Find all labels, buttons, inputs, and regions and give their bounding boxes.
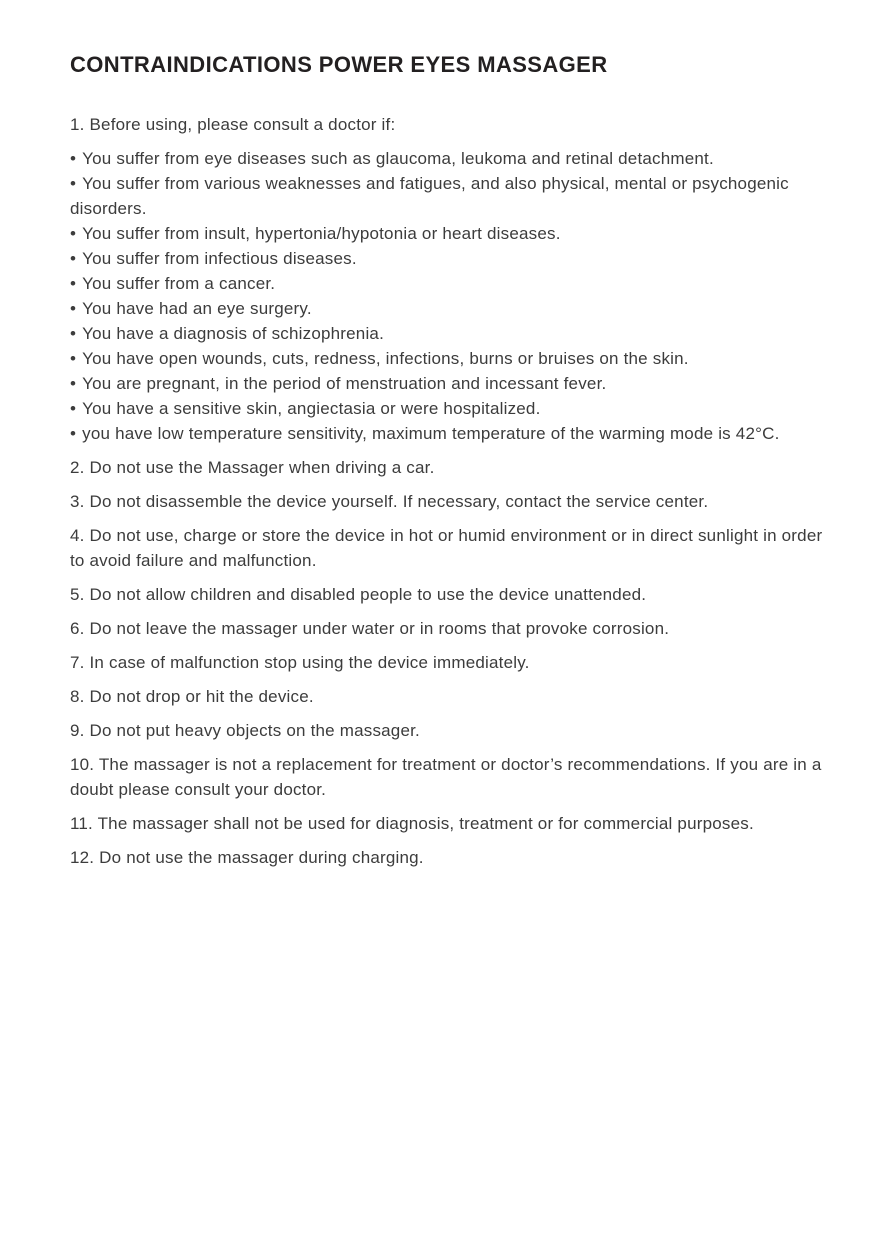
numbered-paragraph: 6. Do not leave the massager under water or in rooms that provoke corrosion. [70, 619, 670, 638]
bullet-item [70, 321, 827, 346]
bullet-marker: • [70, 349, 77, 368]
bullet-marker: • [70, 399, 77, 418]
bullet-item [70, 371, 827, 396]
numbered-paragraph: 9. Do not put heavy objects on the massager. [70, 721, 420, 740]
bullet-marker: • [70, 299, 77, 318]
bullet-item [70, 171, 827, 221]
bullet-item [70, 346, 827, 371]
bullet-text: You are pregnant, in the period of menstruation and incessant fever. [82, 374, 607, 393]
bullet-text: You have a sensitive skin, angiectasia or were hospitalized. [82, 399, 541, 418]
bullet-text: You suffer from infectious diseases. [82, 249, 357, 268]
bullet-marker: • [70, 324, 77, 343]
numbered-paragraph: 10. The massager is not a replacement for treatment or doctor’s recommendations. If you are in a doubt please consult your doctor. [70, 755, 822, 799]
bullet-item [70, 221, 827, 246]
page-title: CONTRAINDICATIONS POWER EYES MASSAGER [70, 52, 608, 77]
bullet-marker: • [70, 149, 77, 168]
bullet-text: You suffer from various weaknesses and fatigues, and also physical, mental or psychogenic disorders. [70, 174, 789, 218]
intro-paragraph: 1. Before using, please consult a doctor if: [70, 115, 396, 134]
bullet-text: You suffer from eye diseases such as glaucoma, leukoma and retinal detachment. [82, 149, 714, 168]
bullet-item [70, 146, 827, 171]
numbered-paragraph: 8. Do not drop or hit the device. [70, 687, 314, 706]
bullet-text: You have a diagnosis of schizophrenia. [82, 324, 385, 343]
bullet-item [70, 396, 827, 421]
numbered-paragraph: 4. Do not use, charge or store the device in hot or humid environment or in direct sunlight in order to avoid failure and malfunction. [70, 526, 823, 570]
bullet-item [70, 421, 827, 446]
numbered-paragraph: 11. The massager shall not be used for diagnosis, treatment or for commercial purposes. [70, 814, 754, 833]
bullet-marker: • [70, 374, 77, 393]
bullet-item [70, 246, 827, 271]
numbered-paragraph: 12. Do not use the massager during charging. [70, 848, 424, 867]
numbered-paragraph: 5. Do not allow children and disabled people to use the device unattended. [70, 585, 647, 604]
bullet-marker: • [70, 174, 77, 193]
bullet-text: you have low temperature sensitivity, maximum temperature of the warming mode is 42°C. [82, 424, 780, 443]
bullet-marker: • [70, 424, 77, 443]
bullet-item [70, 296, 827, 321]
bullet-list [70, 146, 827, 446]
bullet-marker: • [70, 249, 77, 268]
bullet-text: You suffer from insult, hypertonia/hypotonia or heart diseases. [82, 224, 561, 243]
numbered-paragraph: 7. In case of malfunction stop using the device immediately. [70, 653, 530, 672]
bullet-text: You have had an eye surgery. [82, 299, 312, 318]
bullet-item [70, 271, 827, 296]
bullet-marker: • [70, 224, 77, 243]
bullet-text: You have open wounds, cuts, redness, infections, burns or bruises on the skin. [82, 349, 689, 368]
numbered-paragraph: 3. Do not disassemble the device yourself. If necessary, contact the service center. [70, 492, 709, 511]
bullet-text: You suffer from a cancer. [82, 274, 276, 293]
bullet-marker: • [70, 274, 77, 293]
numbered-paragraph: 2. Do not use the Massager when driving a car. [70, 458, 435, 477]
